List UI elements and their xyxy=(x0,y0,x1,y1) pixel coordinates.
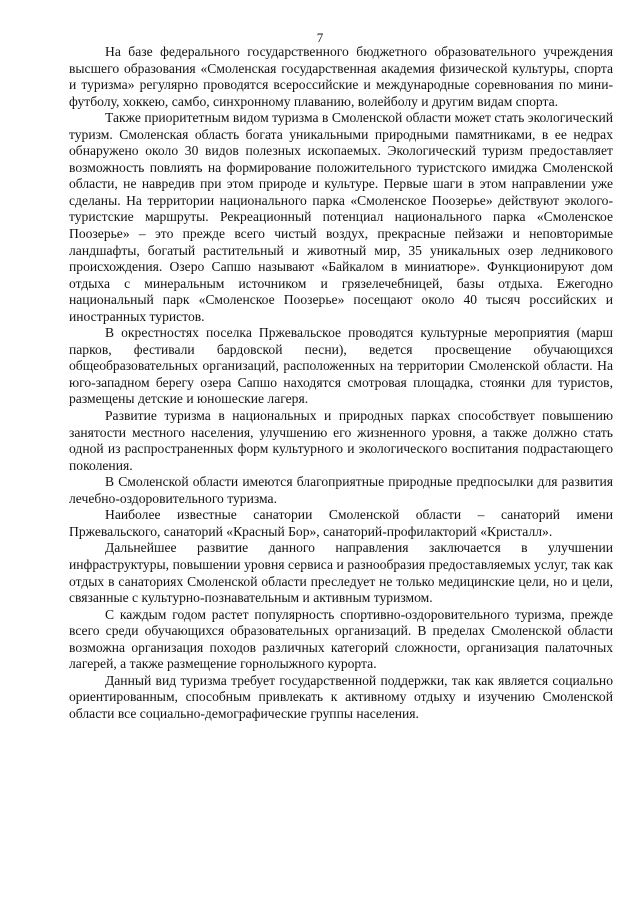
paragraph-further-development: Дальнейшее развитие данного направления заключается в улучшении инфраструктуры, повышении уровня сервиса и разнообразия предоставляемых услуг, так как отдых в санаториях Смоленской области преследует не только медицинские цели, но и цели, связанные с культурно-познавательным и активным туризмом. xyxy=(69,540,613,606)
paragraph-parks-development: Развитие туризма в национальных и природных парках способствует повышению занятости местного населения, улучшению его жизненного уровня, а также должно стать одной из распространенных форм культурного и экологического воспитания подрастающего поколения. xyxy=(69,408,613,473)
paragraph-przhevalskoe-events: В окрестностях поселка Пржевальское проводятся культурные мероприятия (марш парков, фестивали бардовской песни), ведется просвещение обучающихся общеобразовательных организаций, расположенных на территории Смоленской области. На юго-западном берегу озера Сапшо находятся смотровая площадка, стоянки для туристов, размещены детские и юношеские лагеря. xyxy=(69,325,613,407)
page-number: 7 xyxy=(316,30,324,45)
paragraph-sanatoriums: Наиболее известные санатории Смоленской области – санаторий имени Пржевальского, санаторий «Красный Бор», санаторий-профилакторий «Кристалл». xyxy=(69,507,613,539)
paragraph-ecological-tourism: Также приоритетным видом туризма в Смоленской области может стать экологический туризм. Смоленская область богата уникальными природными памятниками, в ее недрах обнаружено около 30 видов полезных ископаемых. Экологический туризм предоставляет возможность повлиять на формирование положительного туристского имиджа Смоленской области, не навредив при этом природе и культуре. Первые шаги в этом направлении уже сделаны. На территории национального парка «Смоленское Поозерье» действуют эколого-туристские маршруты. Рекреационный потенциал национального парка «Смоленское Поозерье» – это прежде всего чистый воздух, прекрасные пейзажи и неповторимые ландшафты, богатый растительный и животный мир, 35 уникальных озер ледникового происхождения. Озеро Сапшо называют «Байкалом в миниатюре». Функционируют дом отдыха с минеральным источником и грязелечебницей, базы отдыха. Ежегодно национальный парк «Смоленское Поозерье» посещают около 40 тысяч российских и иностранных туристов. xyxy=(69,110,613,324)
paragraph-sports-academy: На базе федерального государственного бюджетного образовательного учреждения высшего образования «Смоленская государственная академия физической культуры, спорта и туризма» регулярно проводятся всероссийские и международные соревнования по мини-футболу, хоккею, самбо, синхронному плаванию, волейболу и другим видам спорта. xyxy=(69,44,613,109)
paragraph-sports-tourism: С каждым годом растет популярность спортивно-оздоровительного туризма, прежде всего среди обучающихся образовательных организаций. В пределах Смоленской области возможна организация походов различных категорий сложности, организация палаточных лагерей, а также размещение горнолыжного курорта. xyxy=(69,606,613,672)
paragraph-health-tourism-preconditions: В Смоленской области имеются благоприятные природные предпосылки для развития лечебно-оздоровительного туризма. xyxy=(69,474,613,506)
paragraph-state-support: Данный вид туризма требует государственной поддержки, так как является социально ориентированным, способным привлекать к активному отдыху и изучению Смоленской области все социально-демографические группы населения. xyxy=(69,672,613,721)
document-body xyxy=(69,44,613,722)
